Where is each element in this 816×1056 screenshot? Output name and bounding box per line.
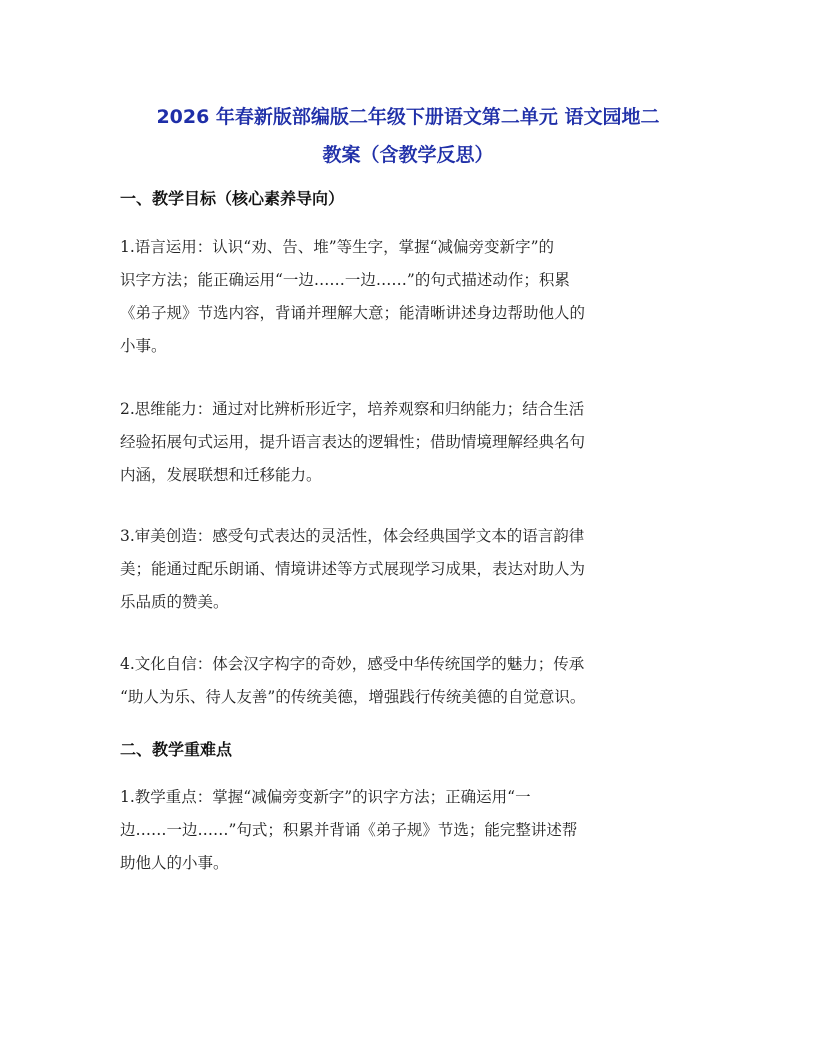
paragraph-line: 1.语言运用：认识“劝、告、堆”等生字，掌握“减偏旁变新字”的 [120, 238, 554, 256]
paragraph-line: “助人为乐、待人友善”的传统美德，增强践行传统美德的自觉意识。 [120, 688, 586, 706]
objective-paragraph-1 [120, 231, 710, 363]
paragraph-line: 2.思维能力：通过对比辨析形近字，培养观察和归纳能力；结合生活 [120, 400, 585, 418]
section-heading-objectives: 一、教学目标（核心素养导向） [120, 189, 345, 208]
paragraph-line: 《弟子规》节选内容，背诵并理解大意；能清晰讲述身边帮助他人的 [120, 304, 586, 322]
paragraph-line: 边……一边……”句式；积累并背诵《弟子规》节选；能完整讲述帮 [120, 821, 578, 839]
section-heading-key-points: 二、教学重难点 [120, 740, 233, 759]
paragraph-line: 经验拓展句式运用，提升语言表达的逻辑性；借助情境理解经典名句 [120, 433, 586, 451]
paragraph-line: 小事。 [120, 337, 167, 355]
paragraph-line: 助他人的小事。 [120, 854, 229, 872]
objective-paragraph-2 [120, 393, 710, 492]
paragraph-line: 内涵，发展联想和迁移能力。 [120, 466, 322, 484]
document-title-line-1: 2026 年春新版部编版二年级下册语文第二单元 语文园地二 [156, 106, 660, 128]
objective-paragraph-4 [120, 648, 710, 714]
paragraph-line: 识字方法；能正确运用“一边……一边……”的句式描述动作；积累 [120, 271, 570, 289]
paragraph-line: 乐品质的赞美。 [120, 593, 229, 611]
paragraph-line: 4.文化自信：体会汉字构字的奇妙，感受中华传统国学的魅力；传承 [120, 655, 585, 673]
paragraph-line: 美；能通过配乐朗诵、情境讲述等方式展现学习成果，表达对助人为 [120, 560, 586, 578]
objective-paragraph-3 [120, 520, 710, 619]
paragraph-line: 1.教学重点：掌握“减偏旁变新字”的识字方法；正确运用“一 [120, 788, 531, 806]
paragraph-line: 3.审美创造：感受句式表达的灵活性，体会经典国学文本的语言韵律 [120, 527, 585, 545]
key-point-paragraph-1 [120, 781, 710, 880]
document-title-line-2: 教案（含教学反思） [322, 144, 494, 166]
